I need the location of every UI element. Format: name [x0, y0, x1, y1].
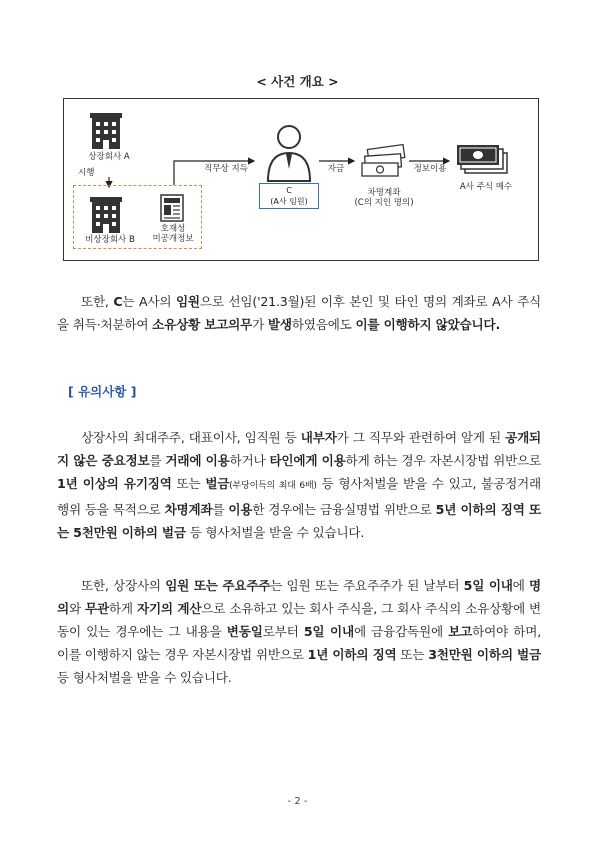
text: 와 — [68, 601, 86, 616]
info-label-line2: 미공개정보 — [152, 233, 194, 244]
text: 3천만원 이하의 벌금 — [428, 647, 541, 662]
text: 으로 소유하고 있는 회사 주식을, 그 회사 주식의 소유상황에 변동이 있는 경우에는 그 내용을 — [57, 601, 542, 639]
text: 에 — [512, 578, 530, 593]
text: 또한, — [81, 294, 114, 309]
text: 하였음에도 — [291, 317, 356, 332]
unlisted-company-label: 비상장회사 B — [85, 235, 135, 245]
text: 하게 하는 경우 자본시장법 위반으로 — [345, 453, 541, 468]
page-number: - 2 - — [287, 796, 308, 807]
text: 이용 — [228, 502, 253, 517]
paragraph-2 — [57, 426, 541, 544]
text: 자기의 계산 — [137, 601, 202, 616]
text: 하게 — [108, 601, 137, 616]
diagram-title: < 사건 개요 > — [256, 74, 339, 89]
text: 로부터 — [262, 624, 304, 639]
text: 발생 — [267, 317, 292, 332]
text: 보고 — [448, 624, 473, 639]
text: 또한, 상장사의 — [81, 578, 166, 593]
text: 차명계좌 — [164, 502, 213, 517]
section-title: [ 유의사항 ] — [68, 384, 137, 399]
text: 무관 — [85, 601, 109, 616]
text: 임원 또는 주요주주 — [165, 578, 271, 593]
text: 하여야 하며, 이를 이행하지 않는 경우 자본시장법 위반으로 — [57, 624, 541, 662]
text: 또는 — [171, 476, 206, 491]
listed-company-label: 상장회사 A — [88, 152, 130, 162]
text: 명의 — [57, 578, 541, 616]
text: 등 형사처벌을 받을 수 있고, 불공정거래 행위 등을 목적으로 — [57, 476, 541, 517]
text: 5년 이하의 징역 또는 5천만원 이하의 벌금 — [57, 502, 541, 540]
text: 를 — [149, 453, 166, 468]
text: 소유상황 보고의무 — [152, 317, 253, 332]
text: 으로 선임('21.3월)된 이후 본인 및 타인 명의 계좌로 A사 주식을 취득·처분하여 — [57, 294, 542, 332]
person-icon — [268, 126, 310, 181]
acquire-label: 직무상 지득 — [204, 164, 248, 174]
paragraph-1 — [57, 290, 541, 336]
paragraph-3 — [57, 574, 541, 689]
text: 가 — [252, 317, 268, 332]
text: 를 — [212, 502, 229, 517]
text: 등 형사처벌을 받을 수 있습니다. — [185, 525, 365, 540]
text: C — [113, 294, 123, 309]
building-icon — [90, 113, 122, 149]
person-c-box — [259, 183, 319, 209]
text: 가 그 직무와 관련하여 알게 된 — [336, 430, 506, 445]
borrowed-line1: 차명계좌 — [367, 188, 401, 198]
text: 1년 이하의 징역 — [307, 647, 397, 662]
stock-buy-label: A사 주식 매수 — [459, 182, 513, 192]
text: 1년 이상의 유기징역 — [57, 476, 172, 491]
text: 5일 이내 — [303, 624, 354, 639]
text: 임원 — [175, 294, 200, 309]
info-label — [148, 225, 198, 245]
banknote-icon — [457, 145, 507, 173]
text: 상장사의 최대주주, 대표이사, 임직원 등 — [81, 430, 301, 445]
info-use-label: 정보이용 — [413, 164, 447, 174]
text: 변동일 — [226, 624, 263, 639]
text: 벌금 — [205, 476, 230, 491]
text: 내부자 — [300, 430, 337, 445]
person-role: (A사 임원) — [270, 197, 308, 206]
case-overview-diagram — [63, 98, 539, 261]
text: 타인에게 이용 — [269, 453, 346, 468]
text: 에 금융감독원에 — [353, 624, 449, 639]
info-label-line1: 호재성 — [160, 224, 186, 234]
text: (부당이득의 최대 6배) — [229, 481, 317, 491]
money-icon — [362, 145, 405, 176]
implementation-label: 시행 — [78, 168, 95, 178]
text: 공개되지 않은 중요정보 — [57, 430, 542, 468]
text: 또는 — [396, 647, 429, 662]
borrowed-account-label — [344, 189, 424, 209]
text: 는 임원 또는 주요주주가 된 날부터 — [270, 578, 464, 593]
person-name: C — [286, 186, 292, 195]
text: 등 형사처벌을 받을 수 있습니다. — [57, 670, 232, 685]
text: 거래에 이용 — [165, 453, 230, 468]
text: 5일 이내 — [463, 578, 513, 593]
text: 는 A사의 — [122, 294, 176, 309]
text: 한 경우에는 금융실명법 위반으로 — [252, 502, 436, 517]
fund-label: 자금 — [327, 164, 345, 174]
text: 하거나 — [229, 453, 270, 468]
text: 이를 이행하지 않았습니다. — [355, 317, 501, 332]
borrowed-line2: (C의 지인 명의) — [354, 197, 414, 208]
